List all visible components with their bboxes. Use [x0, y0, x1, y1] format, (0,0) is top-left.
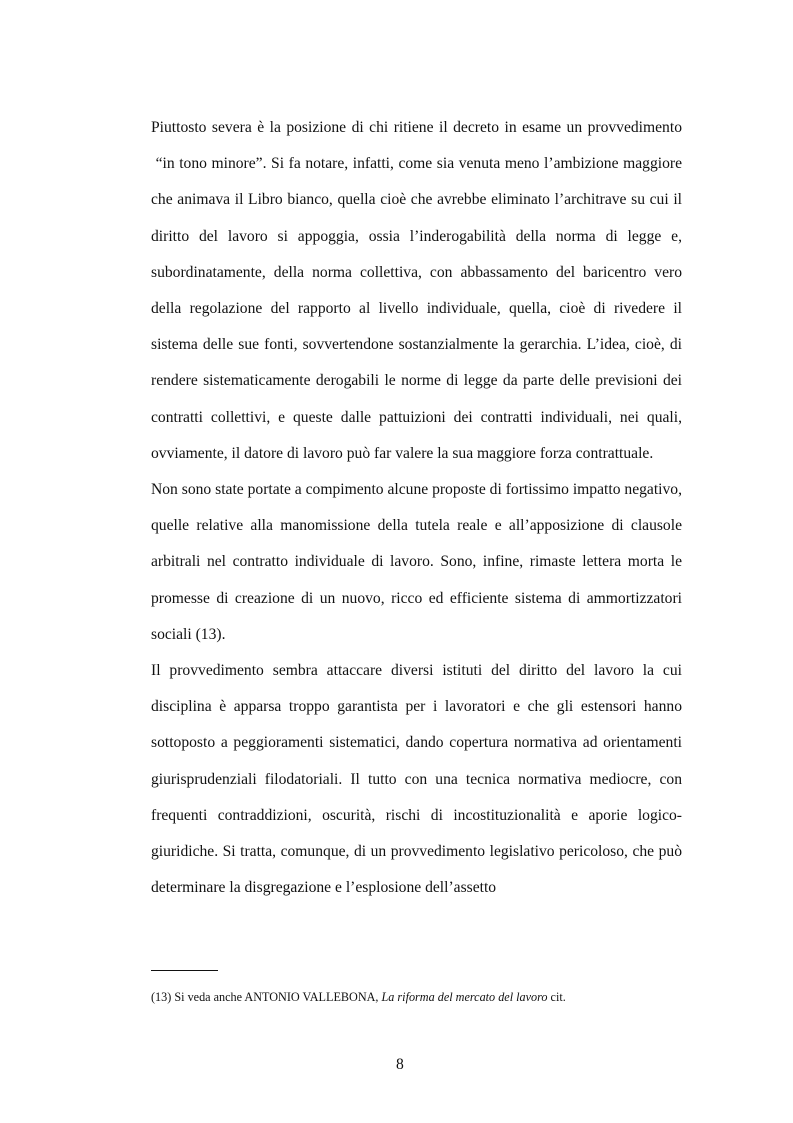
footnote-prefix: (13) Si veda anche ANTONIO VALLEBONA,	[151, 990, 382, 1004]
footnote	[151, 989, 682, 1005]
paragraph-3: Il provvedimento sembra attaccare diversi istituti del diritto del lavoro la cui disciplina è apparsa troppo garantista per i lavoratori e che gli estensori hanno sottoposto a peggioramenti sistematici, dando copertura normativa ad orientamenti giurisprudenziali filodatoriali. Il tutto con una tecnica normativa mediocre, con frequenti contraddizioni, oscurità, rischi di incostituzionalità e aporie logico-giuridiche. Si tratta, comunque, di un provvedimento legislativo pericoloso, che può determinare la disgregazione e l’esplosione dell’assetto	[151, 662, 682, 897]
page-number: 8	[396, 1056, 404, 1073]
body-text	[151, 110, 682, 906]
paragraph-2: Non sono state portate a compimento alcune proposte di fortissimo impatto negativo, quelle relative alla manomissione della tutela reale e all’apposizione di clausole arbitrali nel contratto individuale di lavoro. Sono, infine, rimaste lettera morta le promesse di creazione di un nuovo, ricco ed efficiente sistema di ammortizzatori sociali (13).	[151, 481, 682, 643]
footnote-separator	[151, 970, 218, 971]
footnote-suffix: cit.	[547, 990, 566, 1004]
paragraph-1: Piuttosto severa è la posizione di chi ritiene il decreto in esame un provvedimento “in tono minore”. Si fa notare, infatti, come sia venuta meno l’ambizione maggiore che animava il Libro bianco, quella cioè che avrebbe eliminato l’architrave su cui il diritto del lavoro si appoggia, ossia l’inderogabilità della norma di legge e, subordinatamente, della norma collettiva, con abbassamento del baricentro vero della regolazione del rapporto al livello individuale, quella, cioè di rivedere il sistema delle sue fonti, sovvertendone sostanzialmente la gerarchia. L’idea, cioè, di rendere sistematicamente derogabili le norme di legge da parte delle previsioni dei contratti collettivi, e queste dalle pattuizioni dei contratti individuali, nei quali, ovviamente, il datore di lavoro può far valere la sua maggiore forza contrattuale.	[151, 119, 682, 462]
footnote-title: La riforma del mercato del lavoro	[381, 990, 548, 1004]
